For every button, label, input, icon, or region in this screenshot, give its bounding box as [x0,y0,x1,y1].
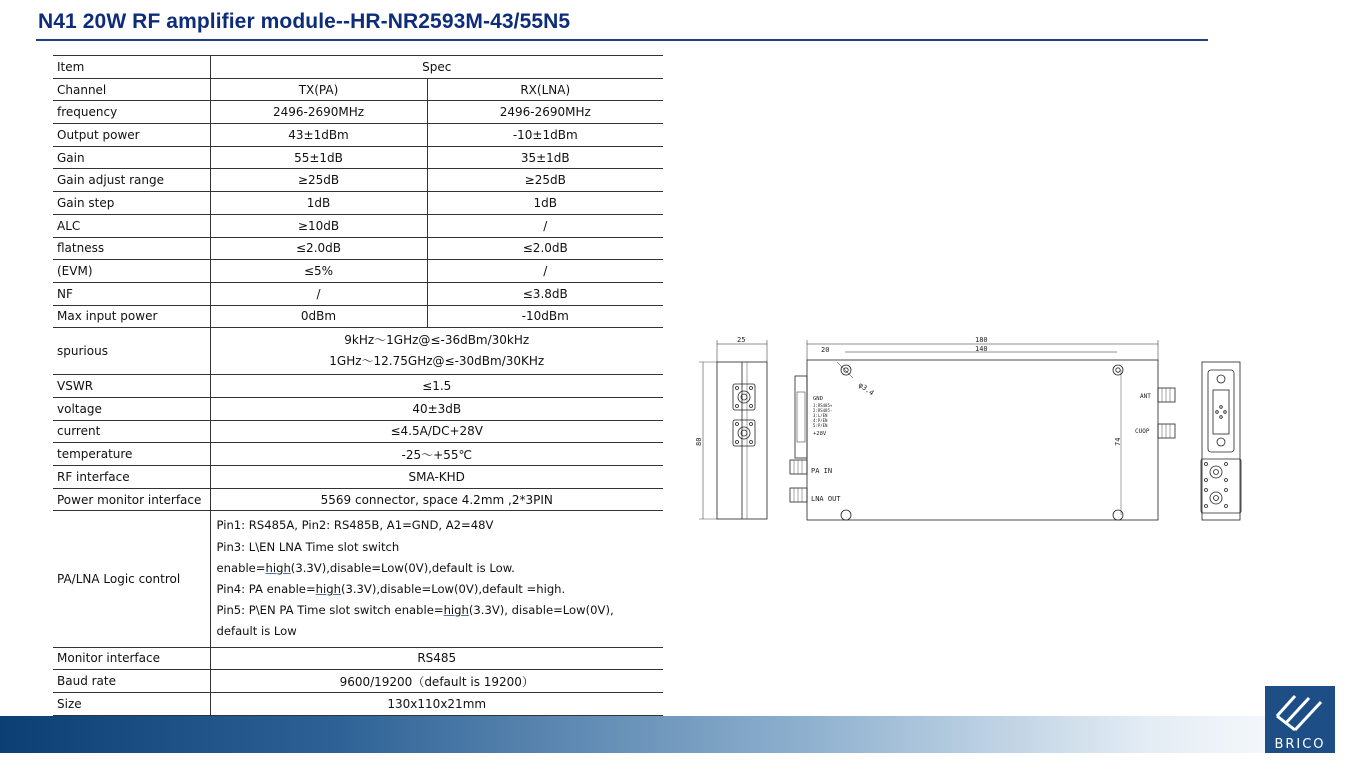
pin5-text [217,600,658,642]
rx-value: / [427,214,663,237]
rx-value: 35±1dB [427,146,663,169]
pin5-high: high [443,603,469,618]
mechanical-drawing [695,332,1245,527]
row-label: RF interface [53,466,210,489]
table-row [53,169,663,192]
row-label: voltage [53,397,210,420]
pin4-high: high [315,581,341,596]
pin3-suffix: (3.3V),disable=Low(0V),default is Low. [290,560,515,575]
row-label: Max input power [53,305,210,328]
side-view [695,336,767,519]
pin3-prefix: Pin3: L\EN LNA Time slot switch enable= [216,539,400,575]
pin4-suffix: (3.3V),disable=Low(0V),default =high. [340,581,566,596]
pin-note-2: 2:RS485- [813,408,833,413]
page-title: N41 20W RF amplifier module--HR-NR2593M-43/55N5 [38,10,571,33]
tx-value: / [210,282,427,305]
row-value: RS485 [210,647,663,670]
dim-side-height: 80 [695,437,703,446]
logo-mark-icon [1265,686,1335,736]
table-row [53,214,663,237]
table-row [53,397,663,420]
brico-logo [1265,686,1335,753]
row-value: 9600/19200（default is 19200） [210,670,663,693]
rx-value: ≥25dB [427,169,663,192]
pin-note-3: 3:L/EN [813,413,828,418]
spurious-value [210,328,663,375]
ant-label: ANT [1140,393,1151,400]
top-view [790,336,1175,520]
row-value: 130x110x21mm [210,692,663,715]
lna-out-label: LNA OUT [811,495,841,503]
rx-value: -10dBm [427,305,663,328]
pin-note-4: 4:P/EN [813,418,828,423]
table-row [53,466,663,489]
pin3-high: high [265,560,291,575]
spurious-row [53,328,663,375]
rx-value: 2496-2690MHz [427,101,663,124]
row-value: ≤1.5 [210,375,663,398]
table-row [53,282,663,305]
row-value: 5569 connector, space 4.2mm ,2*3PIN [210,488,663,511]
rx-value: -10±1dBm [427,124,663,147]
end-view [1201,362,1241,520]
tx-value: ≥25dB [210,169,427,192]
row-value: -25～+55℃ [210,443,663,466]
gnd-label: GND [813,396,823,402]
row-label: PA/LNA Logic control [53,511,210,647]
footer-gradient-band [0,716,1349,753]
tx-value: ≤5% [210,260,427,283]
rx-value: ≤2.0dB [427,237,663,260]
table-row [53,124,663,147]
tx-value: ≤2.0dB [210,237,427,260]
spec-table [53,55,663,716]
table-row [53,192,663,215]
spurious-line-2: 1GHz～12.75GHz@≤-30dBm/30KHz [329,354,545,369]
row-label: ALC [53,214,210,237]
tx-header-cell: TX(PA) [210,78,427,101]
row-label: Gain [53,146,210,169]
row-label: Output power [53,124,210,147]
title-underline [36,39,1208,41]
row-value: SMA-KHD [210,466,663,489]
row-label: NF [53,282,210,305]
logic-control-row [53,511,663,647]
row-label: VSWR [53,375,210,398]
pin5-suffix: (3.3V), disable=Low(0V), default is Low [216,603,614,639]
table-row [53,420,663,443]
row-label: flatness [53,237,210,260]
row-label: Gain step [53,192,210,215]
dim-total-length: 180 [975,336,988,344]
pin-note-1: 1:RS485+ [813,403,833,408]
row-label: temperature [53,443,210,466]
pin5-prefix: Pin5: P\EN PA Time slot switch enable= [216,603,444,618]
spurious-line-1: 9kHz～1GHz@≤-36dBm/30kHz [344,333,530,348]
table-row [53,692,663,715]
row-value: 40±3dB [210,397,663,420]
pa-in-label: PA IN [811,467,833,475]
logic-control-value [210,511,663,647]
dim-offset: 20 [821,346,830,354]
header-spec-cell: Spec [210,56,663,79]
cuop-label: CUOP [1135,428,1150,435]
row-label: Baud rate [53,670,210,693]
tx-value: 55±1dB [210,146,427,169]
row-label: Gain adjust range [53,169,210,192]
table-row [53,443,663,466]
table-row [53,237,663,260]
table-header-row [53,56,663,79]
row-label: Power monitor interface [53,488,210,511]
plus-28v-label: +28V [813,431,827,437]
table-row [53,305,663,328]
tx-value: 0dBm [210,305,427,328]
row-label: spurious [53,328,210,375]
table-row [53,101,663,124]
rx-header-cell: RX(LNA) [427,78,663,101]
logo-text: BRICO [1274,737,1326,752]
tx-value: ≥10dB [210,214,427,237]
rx-value: 1dB [427,192,663,215]
pin-note-5: 5:P/EN [813,423,828,428]
row-label: Monitor interface [53,647,210,670]
row-label: Channel [53,78,210,101]
table-row [53,647,663,670]
header-item-cell: Item [53,56,210,79]
table-row [53,260,663,283]
row-label: (EVM) [53,260,210,283]
table-row [53,375,663,398]
dim-side-width: 25 [737,336,746,344]
table-row [53,488,663,511]
dim-hole-dia: φ3.4 [856,381,876,398]
dim-hole-span: 140 [975,345,988,353]
row-value: ≤4.5A/DC+28V [210,420,663,443]
pin12-text: Pin1: RS485A, Pin2: RS485B, A1=GND, A2=48V [216,518,494,533]
rx-value: / [427,260,663,283]
tx-value: 2496-2690MHz [210,101,427,124]
dim-inner-height: 74 [1114,437,1122,446]
channel-row [53,78,663,101]
row-label: Size [53,692,210,715]
tx-value: 1dB [210,192,427,215]
pin3-text [217,537,658,579]
table-row [53,146,663,169]
row-label: frequency [53,101,210,124]
tx-value: 43±1dBm [210,124,427,147]
table-row [53,670,663,693]
pin4-prefix: Pin4: PA enable= [216,581,316,596]
pin4-text [217,579,658,600]
rx-value: ≤3.8dB [427,282,663,305]
row-label: current [53,420,210,443]
